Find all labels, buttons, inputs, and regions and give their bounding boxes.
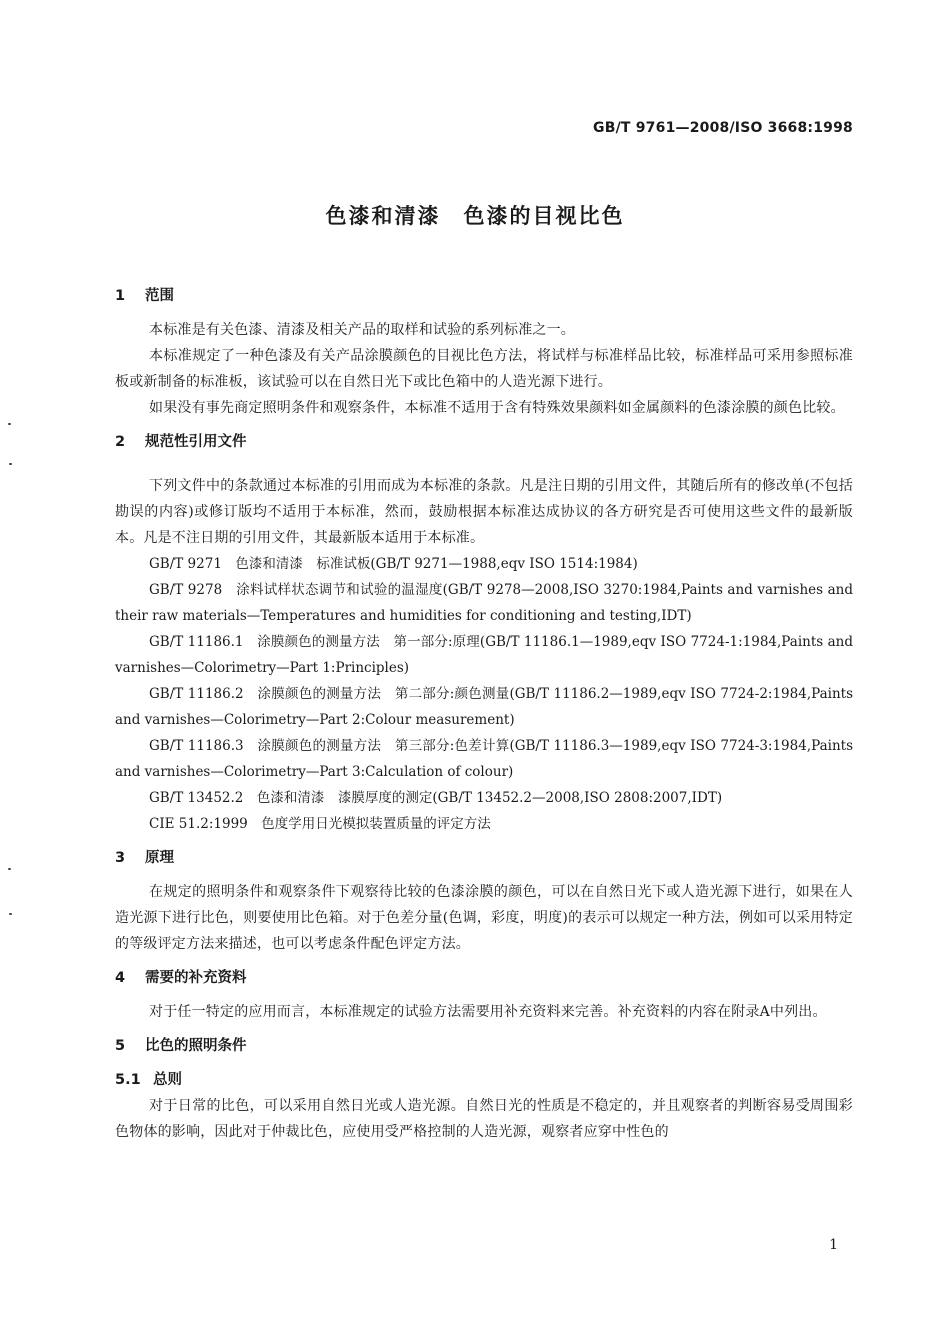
- section-number: 4: [115, 970, 126, 986]
- section-number: 1: [115, 288, 126, 304]
- scan-speck: [9, 463, 12, 465]
- paragraph: 对于任一特定的应用而言，本标准规定的试验方法需要用补充资料来完善。补充资料的内容在附录A中列出。: [149, 1004, 827, 1020]
- standard-code: GB/T 9761—2008/ISO 3668:1998: [593, 120, 853, 136]
- subsection-number: 5.1: [115, 1072, 141, 1088]
- reference-item: GB/T 13452.2 色漆和清漆 漆膜厚度的测定(GB/T 13452.2—2008,ISO 2808:2007,IDT): [149, 790, 723, 806]
- document-title: 色漆和清漆 色漆的目视比色: [325, 204, 625, 228]
- reference-item: CIE 51.2:1999 色度学用日光模拟装置质量的评定方法: [149, 816, 491, 832]
- section-1-heading: [115, 283, 853, 309]
- section-2-heading: [115, 429, 853, 455]
- reference-item: GB/T 9278 涂料试样状态调节和试验的温湿度(GB/T 9278—2008,ISO 3270:1984,Paints and varnishes and their raw materials—Temperatures and humidities for conditioning and testing,IDT): [115, 582, 853, 624]
- section-number: 3: [115, 850, 126, 866]
- scan-speck: [8, 423, 11, 425]
- reference-item: GB/T 11186.3 涂膜颜色的测量方法 第三部分:色差计算(GB/T 11186.3—1989,eqv ISO 7724-3:1984,Paints and varnishes—Colorimetry—Part 3:Calculation of colour): [115, 738, 853, 780]
- subsection-5-1-heading: [115, 1067, 853, 1093]
- paragraph: 下列文件中的条款通过本标准的引用而成为本标准的条款。凡是注日期的引用文件，其随后所有的修改单(不包括勘误的内容)或修订版均不适用于本标准，然而，鼓励根据本标准达成协议的各方研究是否可使用这些文件的最新版本。凡是不注日期的引用文件，其最新版本适用于本标准。: [115, 478, 853, 546]
- document-body: [115, 283, 853, 1145]
- scan-speck: [8, 868, 11, 870]
- paragraph: 本标准是有关色漆、清漆及相关产品的取样和试验的系列标准之一。: [149, 322, 575, 338]
- section-title: 规范性引用文件: [145, 434, 247, 450]
- scan-speck: [9, 913, 12, 915]
- reference-item: GB/T 11186.2 涂膜颜色的测量方法 第二部分:颜色测量(GB/T 11186.2—1989,eqv ISO 7724-2:1984,Paints and varnishes—Colorimetry—Part 2:Colour measurement): [115, 686, 853, 728]
- reference-item: GB/T 11186.1 涂膜颜色的测量方法 第一部分:原理(GB/T 11186.1—1989,eqv ISO 7724-1:1984,Paints and varnishes—Colorimetry—Part 1:Principles): [115, 634, 853, 676]
- section-title: 比色的照明条件: [145, 1038, 247, 1054]
- section-number: 5: [115, 1038, 126, 1054]
- section-5-heading: [115, 1033, 853, 1059]
- paragraph: 如果没有事先商定照明条件和观察条件，本标准不适用于含有特殊效果颜料如金属颜料的色漆涂膜的颜色比较。: [149, 400, 845, 416]
- section-number: 2: [115, 434, 126, 450]
- section-title: 需要的补充资料: [145, 970, 247, 986]
- section-4-heading: [115, 965, 853, 991]
- paragraph: 在规定的照明条件和观察条件下观察待比较的色漆涂膜的颜色，可以在自然日光下或人造光源下进行，如果在人造光源下进行比色，则要使用比色箱。对于色差分量(色调，彩度，明度)的表示可以规定一种方法，例如可以采用特定的等级评定方法来描述，也可以考虑条件配色评定方法。: [115, 884, 853, 952]
- reference-item: GB/T 9271 色漆和清漆 标准试板(GB/T 9271—1988,eqv ISO 1514:1984): [149, 556, 638, 572]
- section-3-heading: [115, 845, 853, 871]
- page-number: 1: [829, 1237, 838, 1253]
- subsection-title: 总则: [153, 1072, 182, 1088]
- paragraph: 本标准规定了一种色漆及有关产品涂膜颜色的目视比色方法，将试样与标准样品比较，标准样品可采用参照标准板或新制备的标准板，该试验可以在自然日光下或比色箱中的人造光源下进行。: [115, 348, 853, 390]
- section-title: 原理: [145, 850, 174, 866]
- paragraph: 对于日常的比色，可以采用自然日光或人造光源。自然日光的性质是不稳定的，并且观察者的判断容易受周围彩色物体的影响，因此对于仲裁比色，应使用受严格控制的人造光源，观察者应穿中性色的: [115, 1098, 853, 1140]
- section-title: 范围: [145, 288, 174, 304]
